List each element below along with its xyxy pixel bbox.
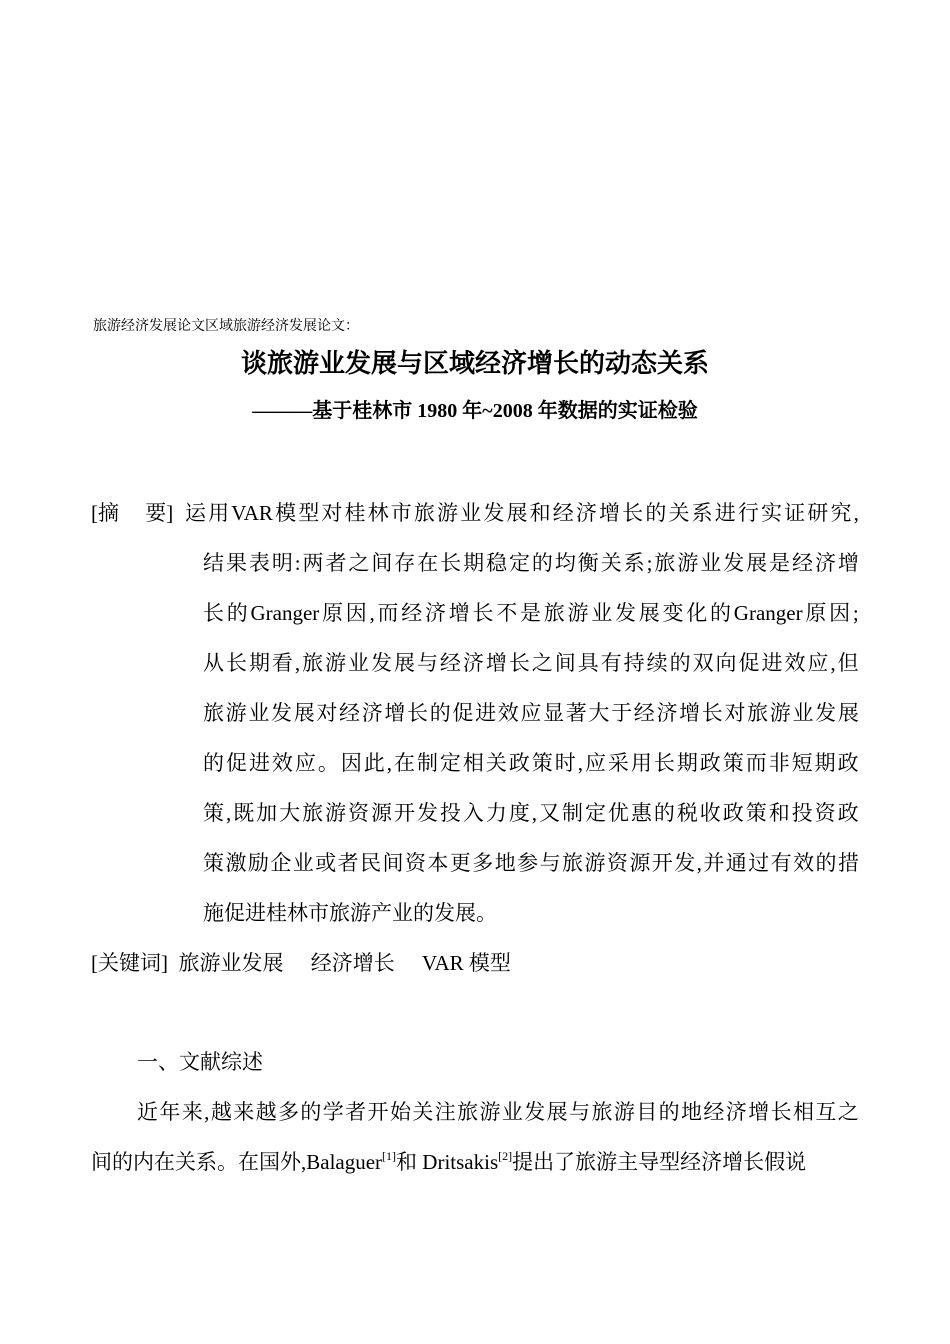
text-glyph: 资 xyxy=(814,801,836,825)
text-glyph: 政 xyxy=(699,751,721,775)
text-glyph: 业 xyxy=(591,601,613,625)
text-glyph: 的 xyxy=(815,851,837,875)
text-glyph: 期 xyxy=(676,751,698,775)
text-glyph: 并 xyxy=(703,851,725,875)
text-glyph: 旅 xyxy=(203,701,224,725)
text-glyph: 加 xyxy=(256,801,278,825)
text-glyph: 发 xyxy=(723,551,745,575)
text-glyph: 关 xyxy=(600,551,622,575)
text-glyph: 资 xyxy=(404,851,426,875)
keywords-label: [关键词] xyxy=(91,951,168,975)
text-glyph: 证 xyxy=(784,501,806,525)
text-glyph: 旅 xyxy=(413,501,435,525)
text-glyph: , xyxy=(204,1100,210,1124)
text-glyph: 衡 xyxy=(577,551,599,575)
text-glyph: 长 xyxy=(440,551,462,575)
text-glyph: 投 xyxy=(439,801,461,825)
text-glyph: 促 xyxy=(738,651,760,675)
abstract-line: 施促进桂林市旅游产业的发展。 xyxy=(203,901,497,925)
text-glyph: 长 xyxy=(770,1100,792,1124)
text-glyph: 因 xyxy=(340,751,362,775)
text-glyph: 模 xyxy=(275,501,297,525)
text-glyph: 经 xyxy=(703,1100,725,1124)
text-glyph: 地 xyxy=(681,1100,703,1124)
text-glyph: 越 xyxy=(210,1100,232,1124)
text-glyph: 度 xyxy=(508,801,530,825)
text-glyph: 发 xyxy=(416,801,438,825)
text-glyph: 长 xyxy=(701,701,723,725)
text-glyph: 近 xyxy=(137,1100,158,1124)
text-glyph: 策 xyxy=(203,851,224,875)
abstract-line xyxy=(203,746,859,796)
text-glyph: 励 xyxy=(247,851,269,875)
text-glyph: 展 xyxy=(546,1100,568,1124)
abstract-body xyxy=(185,496,859,946)
text-glyph: 注 xyxy=(434,1100,456,1124)
text-glyph: 通 xyxy=(725,851,747,875)
text-glyph: , xyxy=(369,601,375,625)
text-glyph: , xyxy=(294,651,301,675)
text-glyph: 济 xyxy=(361,701,383,725)
text-glyph: 开 xyxy=(651,851,673,875)
text-glyph: 发 xyxy=(524,1100,546,1124)
keyword-item: 经济增长 xyxy=(310,951,395,975)
text-glyph: , xyxy=(853,501,859,525)
text-glyph: 系 xyxy=(623,551,645,575)
text-glyph: 定 xyxy=(439,751,461,775)
text-glyph: 在 xyxy=(393,751,415,775)
text-glyph: 又 xyxy=(539,801,560,825)
text-glyph: 定 xyxy=(508,551,530,575)
paragraph-text-segment: 提出了旅游主导型经济增长假说 xyxy=(512,1150,807,1174)
text-glyph: 长 xyxy=(653,751,675,775)
text-glyph: 长 xyxy=(407,701,429,725)
text-glyph: 增 xyxy=(599,501,621,525)
text-glyph: 旅 xyxy=(302,651,324,675)
text-glyph: , xyxy=(830,651,836,675)
text-glyph: , xyxy=(386,751,392,775)
text-glyph: 政 xyxy=(722,801,744,825)
text-glyph: 游 xyxy=(479,1100,501,1124)
text-glyph: 增 xyxy=(679,701,701,725)
text-glyph: , xyxy=(531,801,538,825)
text-glyph: 长 xyxy=(622,501,644,525)
text-glyph: 开 xyxy=(367,1100,389,1124)
text-glyph: 的 xyxy=(300,1100,322,1124)
text-glyph: 游 xyxy=(225,701,247,725)
text-glyph: 业 xyxy=(792,701,814,725)
text-glyph: 本 xyxy=(427,851,449,875)
text-glyph: 济 xyxy=(814,551,836,575)
text-glyph: 源 xyxy=(371,801,392,825)
paragraph-line xyxy=(137,1095,859,1145)
text-glyph: 用 xyxy=(208,501,230,525)
text-glyph: 过 xyxy=(748,851,770,875)
text-glyph: 表 xyxy=(248,551,270,575)
text-glyph: 促 xyxy=(452,701,474,725)
text-glyph: 续 xyxy=(646,651,668,675)
text-glyph: 的 xyxy=(653,801,675,825)
text-glyph: 发 xyxy=(271,701,293,725)
text-glyph: 均 xyxy=(554,551,576,575)
text-glyph: 实 xyxy=(761,501,783,525)
text-glyph: 时 xyxy=(554,751,576,775)
text-glyph: : xyxy=(294,551,301,575)
paragraph-text xyxy=(91,1145,806,1195)
text-glyph: 采 xyxy=(607,751,629,775)
text-glyph: 的 xyxy=(669,651,691,675)
text-glyph: 市 xyxy=(390,501,412,525)
text-glyph: Granger xyxy=(250,601,320,625)
text-glyph: 促 xyxy=(225,751,247,775)
text-glyph: 游 xyxy=(437,501,459,525)
text-glyph: 是 xyxy=(769,551,791,575)
text-glyph: 旅 xyxy=(654,551,676,575)
text-glyph: 业 xyxy=(501,1100,523,1124)
text-glyph: 制 xyxy=(561,801,583,825)
text-glyph: 之 xyxy=(348,551,370,575)
text-glyph: 长 xyxy=(225,651,247,675)
text-glyph: 效 xyxy=(497,701,519,725)
page-title: 谈旅游业发展与区域经济增长的动态关系 xyxy=(240,349,709,378)
text-glyph: 互 xyxy=(815,1100,837,1124)
text-glyph: 的 xyxy=(658,1100,680,1124)
text-glyph: 有 xyxy=(600,651,622,675)
text-glyph: ; xyxy=(646,551,653,575)
text-glyph: 和 xyxy=(768,801,790,825)
text-glyph: 究 xyxy=(830,501,852,525)
text-glyph: 年 xyxy=(159,1100,181,1124)
text-glyph: 的 xyxy=(226,601,248,625)
text-glyph: 期 xyxy=(463,551,485,575)
text-glyph: 开 xyxy=(393,801,415,825)
text-glyph: 旅 xyxy=(562,851,583,875)
text-glyph: 进 xyxy=(761,651,783,675)
text-glyph: VAR xyxy=(231,501,273,525)
text-glyph: 经 xyxy=(439,651,461,675)
text-glyph: 大 xyxy=(279,801,301,825)
text-glyph: 显 xyxy=(543,701,565,725)
text-glyph: 策 xyxy=(745,801,767,825)
text-glyph: Granger xyxy=(733,601,803,625)
text-glyph: 进 xyxy=(248,751,270,775)
text-glyph: 惠 xyxy=(630,801,652,825)
text-glyph: 经 xyxy=(633,701,655,725)
text-glyph: 展 xyxy=(293,701,315,725)
text-glyph: 政 xyxy=(837,801,859,825)
text-glyph: 对 xyxy=(724,701,746,725)
text-glyph: 地 xyxy=(494,851,516,875)
text-glyph: 经 xyxy=(339,701,361,725)
text-glyph: 此 xyxy=(363,751,385,775)
text-glyph: 旅 xyxy=(543,601,565,625)
text-glyph: 看 xyxy=(271,651,293,675)
text-glyph: 发 xyxy=(615,601,637,625)
text-glyph: 力 xyxy=(485,801,507,825)
text-glyph: 关 xyxy=(485,751,507,775)
text-glyph: 展 xyxy=(638,601,660,625)
text-glyph: 短 xyxy=(791,751,813,775)
text-glyph: 既 xyxy=(233,801,255,825)
text-glyph: 激 xyxy=(225,851,247,875)
text-glyph: 效 xyxy=(271,751,293,775)
text-glyph: 定 xyxy=(584,801,606,825)
text-glyph: 果 xyxy=(225,551,247,575)
text-glyph: 桂 xyxy=(344,501,366,525)
text-glyph: 业 xyxy=(292,851,314,875)
text-glyph: 之 xyxy=(531,651,553,675)
text-glyph: 因 xyxy=(345,601,367,625)
text-glyph: 或 xyxy=(315,851,337,875)
text-glyph: 在 xyxy=(417,551,439,575)
text-glyph: 林 xyxy=(367,501,389,525)
text-glyph: 系 xyxy=(691,501,713,525)
document-category-label: 旅游经济发展论文区域旅游经济发展论文： xyxy=(93,319,359,334)
text-glyph: 应 xyxy=(520,701,542,725)
text-glyph: 业 xyxy=(460,501,482,525)
text-glyph: 有 xyxy=(770,851,792,875)
text-glyph: 者 xyxy=(325,551,347,575)
text-glyph: 游 xyxy=(613,1100,635,1124)
text-glyph: 旅 xyxy=(591,1100,613,1124)
text-glyph: 研 xyxy=(807,501,829,525)
text-glyph: 关 xyxy=(668,501,690,525)
text-glyph: 稳 xyxy=(486,551,508,575)
text-glyph: 两 xyxy=(302,551,324,575)
text-glyph: 应 xyxy=(294,751,316,775)
text-glyph: 期 xyxy=(814,751,836,775)
text-glyph: 和 xyxy=(529,501,551,525)
text-glyph: 多 xyxy=(472,851,494,875)
text-glyph: 济 xyxy=(725,1100,747,1124)
text-glyph: 策 xyxy=(203,801,224,825)
text-glyph: 旅 xyxy=(457,1100,479,1124)
text-glyph: 展 xyxy=(837,701,859,725)
text-glyph: 对 xyxy=(316,701,338,725)
text-glyph: 对 xyxy=(321,501,343,525)
text-glyph: 济 xyxy=(656,701,678,725)
text-glyph: 投 xyxy=(791,801,813,825)
text-glyph: 政 xyxy=(837,751,859,775)
text-glyph: 应 xyxy=(807,651,829,675)
text-glyph: 游 xyxy=(677,551,699,575)
text-glyph: 游 xyxy=(325,651,347,675)
page-subtitle: ———基于桂林市 1980 年~2008 年数据的实证检验 xyxy=(252,400,698,422)
paragraph-text-segment: 和 Dritsakis xyxy=(396,1150,499,1174)
text-glyph: ; xyxy=(852,601,859,625)
text-glyph: 展 xyxy=(506,501,528,525)
keywords-line xyxy=(91,946,533,980)
text-glyph: 间 xyxy=(382,851,404,875)
text-glyph: 长 xyxy=(203,601,224,625)
text-glyph: 与 xyxy=(539,851,561,875)
text-glyph: 游 xyxy=(584,851,606,875)
text-glyph: 长 xyxy=(472,601,494,625)
text-glyph: 的 xyxy=(203,751,224,775)
text-glyph: 策 xyxy=(531,751,553,775)
abstract-line xyxy=(203,796,859,846)
text-glyph: 进 xyxy=(475,701,497,725)
text-glyph: 从 xyxy=(203,651,224,675)
text-glyph: 制 xyxy=(416,751,438,775)
text-glyph: 而 xyxy=(377,601,399,625)
text-glyph: 游 xyxy=(325,801,347,825)
text-glyph: 增 xyxy=(448,601,470,625)
text-glyph: 入 xyxy=(462,801,484,825)
text-glyph: 策 xyxy=(722,751,744,775)
text-glyph: 济 xyxy=(575,501,597,525)
text-glyph: 。 xyxy=(317,751,339,775)
text-glyph: 间 xyxy=(554,651,576,675)
text-glyph: 双 xyxy=(692,651,714,675)
text-glyph: 经 xyxy=(792,551,813,575)
text-glyph: 旅 xyxy=(747,701,769,725)
text-glyph: 持 xyxy=(623,651,645,675)
text-glyph: 游 xyxy=(567,601,589,625)
text-glyph: 经 xyxy=(401,601,423,625)
text-glyph: 税 xyxy=(676,801,698,825)
text-glyph: 民 xyxy=(360,851,382,875)
text-glyph: 济 xyxy=(462,651,484,675)
text-glyph: , xyxy=(696,851,702,875)
text-glyph: 长 xyxy=(508,651,530,675)
text-glyph: 业 xyxy=(700,551,722,575)
text-glyph: 越 xyxy=(255,1100,277,1124)
text-glyph: 增 xyxy=(384,701,406,725)
text-glyph: 始 xyxy=(389,1100,411,1124)
text-glyph: 发 xyxy=(674,851,696,875)
text-glyph: 发 xyxy=(371,651,392,675)
text-glyph: 化 xyxy=(686,601,708,625)
text-glyph: 变 xyxy=(662,601,684,625)
text-glyph: 型 xyxy=(298,501,320,525)
text-glyph: 资 xyxy=(606,851,628,875)
text-glyph: 间 xyxy=(371,551,393,575)
text-glyph: 效 xyxy=(784,651,806,675)
keyword-item: VAR 模型 xyxy=(422,951,511,975)
text-glyph: 来 xyxy=(181,1100,203,1124)
text-glyph: 与 xyxy=(569,1100,591,1124)
text-glyph: 源 xyxy=(629,851,651,875)
text-glyph: 展 xyxy=(746,551,768,575)
text-glyph: 企 xyxy=(270,851,292,875)
text-glyph: 于 xyxy=(611,701,633,725)
text-glyph: 效 xyxy=(793,851,815,875)
text-glyph: 目 xyxy=(636,1100,658,1124)
abstract-line xyxy=(203,646,859,696)
text-glyph: 业 xyxy=(348,651,370,675)
keyword-item: 旅游业发展 xyxy=(178,951,284,975)
text-glyph: 相 xyxy=(462,751,484,775)
text-glyph: 措 xyxy=(837,851,859,875)
text-glyph: 明 xyxy=(271,551,293,575)
text-glyph: 但 xyxy=(837,651,859,675)
text-glyph: 优 xyxy=(607,801,629,825)
text-glyph: 经 xyxy=(552,501,574,525)
text-glyph: 发 xyxy=(815,701,837,725)
abstract-line xyxy=(203,596,859,646)
text-glyph: 不 xyxy=(496,601,518,625)
text-glyph: 济 xyxy=(425,601,447,625)
text-glyph: , xyxy=(577,751,583,775)
text-glyph: 运 xyxy=(185,501,206,525)
text-glyph: 者 xyxy=(337,851,359,875)
text-glyph: 来 xyxy=(233,1100,255,1124)
abstract-line xyxy=(203,846,859,896)
text-glyph: 具 xyxy=(577,651,599,675)
text-glyph: 展 xyxy=(393,651,415,675)
text-glyph: 游 xyxy=(769,701,791,725)
text-glyph: 非 xyxy=(768,751,790,775)
paragraph-text-segment: 间的内在关系。在国外,Balaguer xyxy=(91,1150,383,1174)
text-glyph: , xyxy=(225,801,232,825)
text-glyph: 的 xyxy=(429,701,451,725)
text-glyph: 政 xyxy=(508,751,530,775)
text-glyph: 著 xyxy=(565,701,587,725)
text-glyph: 向 xyxy=(715,651,737,675)
text-glyph: 行 xyxy=(737,501,759,525)
paragraph-line xyxy=(91,1145,859,1195)
text-glyph: 旅 xyxy=(302,801,324,825)
body-paragraph xyxy=(91,1095,859,1195)
text-glyph: 发 xyxy=(483,501,505,525)
abstract-line xyxy=(203,546,859,596)
abstract-label: [摘 要] xyxy=(91,501,174,525)
text-glyph: 的 xyxy=(645,501,667,525)
text-glyph: 应 xyxy=(584,751,606,775)
text-glyph: 存 xyxy=(394,551,416,575)
text-glyph: 之 xyxy=(837,1100,859,1124)
text-glyph: 增 xyxy=(837,551,859,575)
text-glyph: 多 xyxy=(277,1100,299,1124)
text-glyph: 业 xyxy=(248,701,270,725)
citation-ref[interactable]: [1] xyxy=(382,1149,397,1163)
text-glyph: 进 xyxy=(714,501,736,525)
text-glyph: 期 xyxy=(248,651,270,675)
text-glyph: 关 xyxy=(412,1100,434,1124)
text-glyph: 与 xyxy=(416,651,438,675)
text-glyph: 者 xyxy=(345,1100,367,1124)
text-glyph: 收 xyxy=(699,801,721,825)
text-glyph: 参 xyxy=(517,851,539,875)
text-glyph: 学 xyxy=(322,1100,344,1124)
text-glyph: 的 xyxy=(710,601,732,625)
text-glyph: 大 xyxy=(588,701,610,725)
section-heading: 一、文献综述 xyxy=(137,1050,263,1074)
text-glyph: 因 xyxy=(829,601,851,625)
abstract-line xyxy=(185,496,859,546)
text-glyph: 而 xyxy=(745,751,767,775)
text-glyph: 的 xyxy=(531,551,553,575)
text-glyph: 原 xyxy=(805,601,827,625)
citation-ref[interactable]: [2] xyxy=(498,1149,513,1163)
text-glyph: 相 xyxy=(792,1100,814,1124)
text-glyph: 原 xyxy=(322,601,344,625)
text-glyph: 结 xyxy=(203,551,224,575)
text-glyph: 是 xyxy=(520,601,542,625)
abstract-line xyxy=(203,696,859,746)
text-glyph: 用 xyxy=(630,751,652,775)
text-glyph: 增 xyxy=(485,651,507,675)
text-glyph: 更 xyxy=(449,851,471,875)
text-glyph: 增 xyxy=(748,1100,770,1124)
text-glyph: 资 xyxy=(348,801,370,825)
